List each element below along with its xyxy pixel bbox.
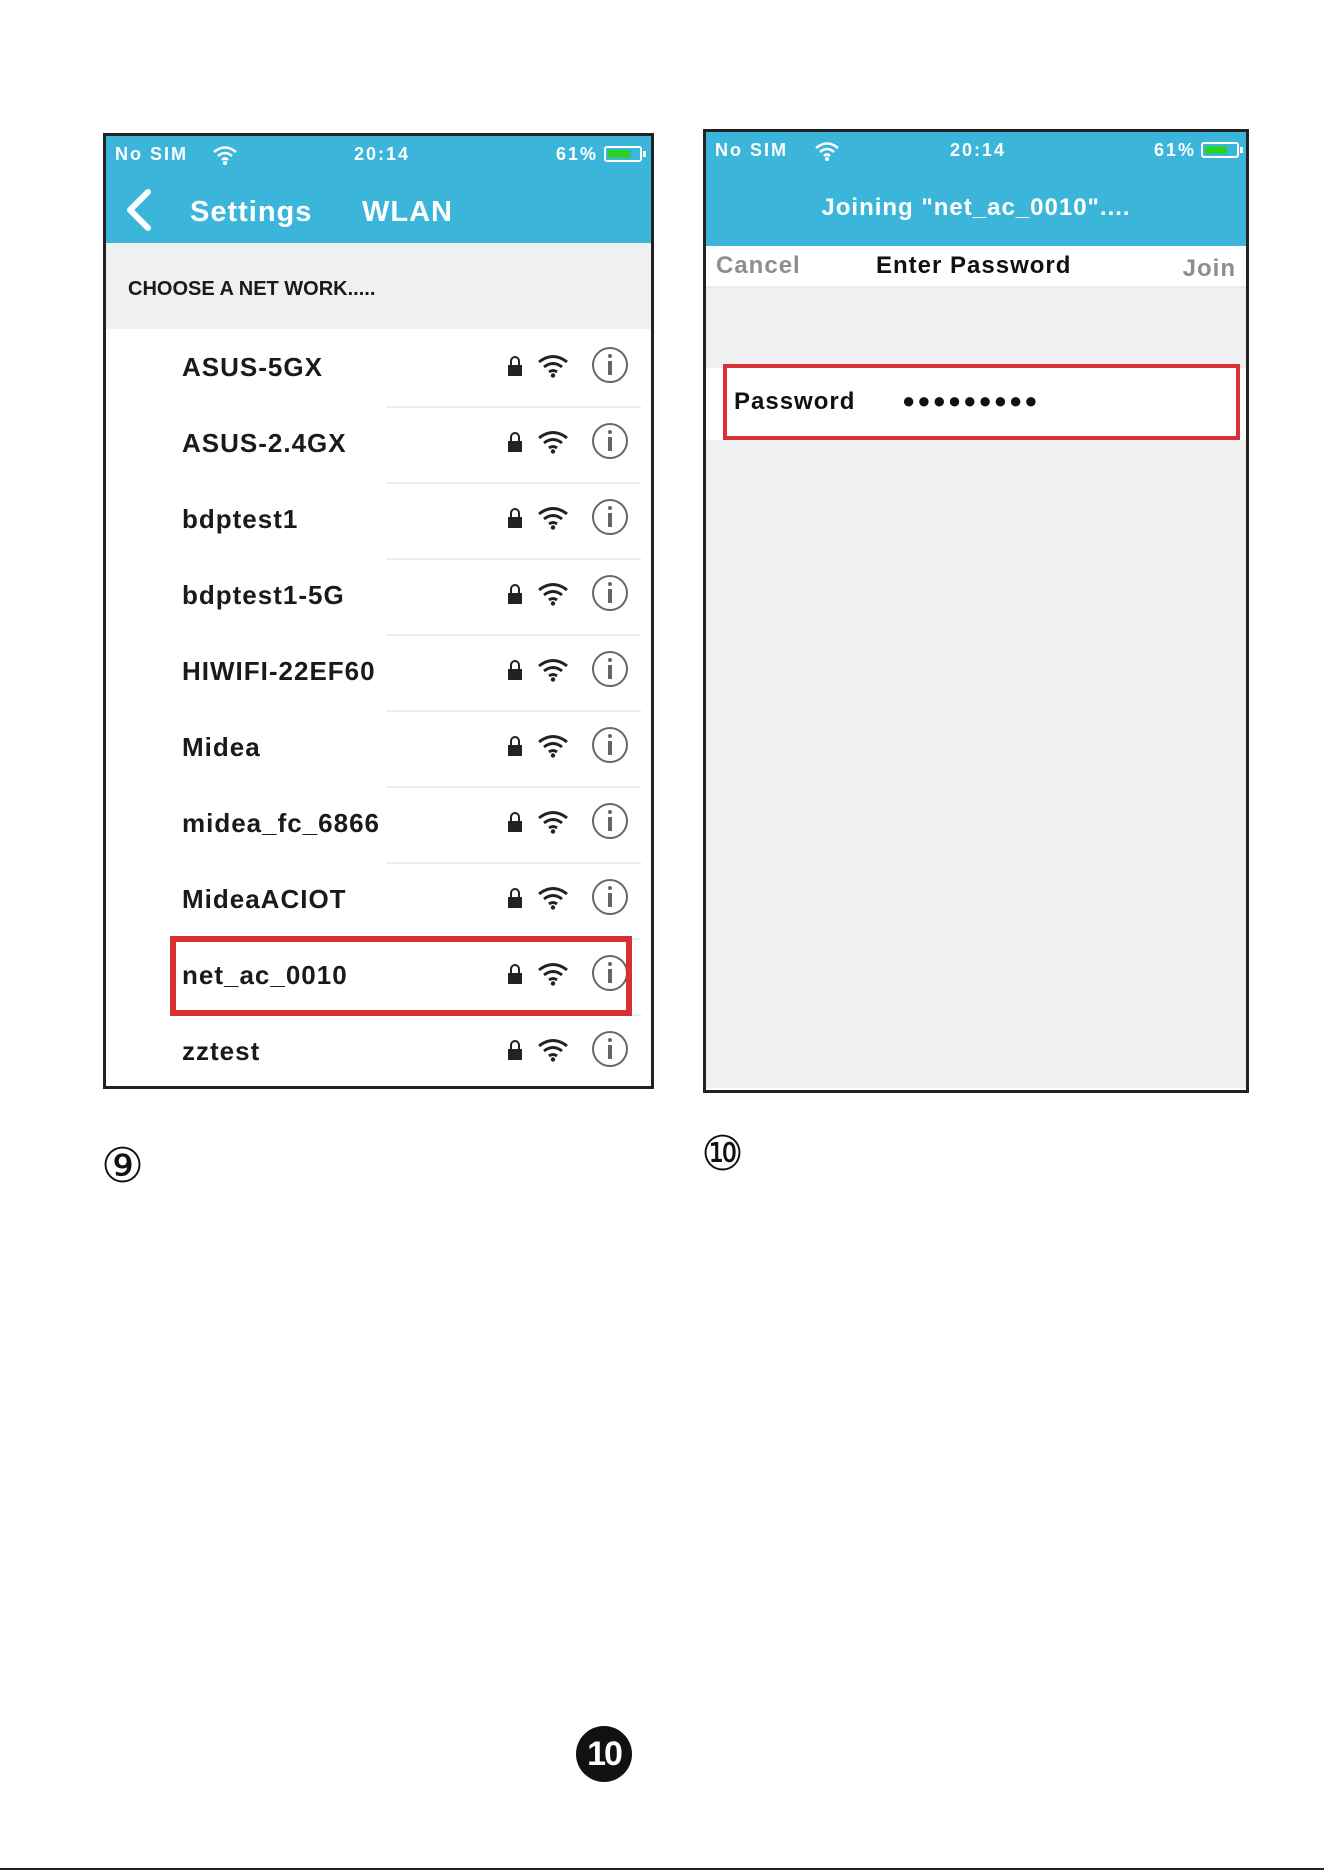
bottom-divider — [0, 1868, 1324, 1870]
network-name: midea_fc_6866 — [182, 808, 381, 838]
network-name: net_ac_0010 — [182, 960, 348, 990]
battery-icon — [1201, 142, 1239, 158]
network-row[interactable] — [106, 712, 651, 788]
carrier-label: No SIM — [115, 144, 188, 164]
lock-icon — [507, 1039, 523, 1061]
back-chevron-icon[interactable] — [124, 188, 154, 232]
battery-percent: 61% — [556, 144, 599, 164]
wifi-signal-icon — [537, 658, 569, 682]
password-highlight — [723, 364, 1240, 440]
info-icon[interactable] — [590, 573, 630, 613]
enter-password-screen — [703, 129, 1249, 1093]
network-row[interactable] — [106, 788, 651, 864]
password-label: Password — [734, 388, 856, 415]
network-row[interactable] — [106, 408, 651, 484]
status-bar — [706, 132, 1246, 172]
password-toolbar — [706, 246, 1246, 288]
wifi-signal-icon — [537, 354, 569, 378]
section-header: CHOOSE A NET WORK..... — [128, 278, 376, 300]
network-row[interactable] — [106, 484, 651, 560]
joining-title: Joining "net_ac_0010".... — [821, 194, 1131, 221]
status-bar — [106, 136, 651, 176]
network-name: ASUS-5GX — [182, 352, 323, 382]
selected-network-highlight — [170, 936, 632, 1016]
info-icon[interactable] — [590, 1029, 630, 1069]
step-number-10: ⑩ — [701, 1128, 745, 1181]
battery-percent: 61% — [1154, 140, 1197, 160]
password-input[interactable]: ●●●●●●●●● — [902, 388, 1040, 413]
battery-icon — [604, 146, 642, 162]
clock: 20:14 — [354, 144, 411, 164]
network-row[interactable] — [106, 560, 651, 636]
network-name: ASUS-2.4GX — [182, 428, 347, 458]
joining-header — [706, 172, 1246, 246]
network-row[interactable] — [106, 636, 651, 712]
wifi-signal-icon — [537, 886, 569, 910]
wifi-signal-icon — [537, 430, 569, 454]
network-name: bdptest1 — [182, 504, 299, 534]
lock-icon — [507, 811, 523, 833]
network-name: MideaACIOT — [182, 884, 347, 914]
wifi-signal-icon — [537, 810, 569, 834]
network-name: zztest — [182, 1036, 261, 1066]
wifi-signal-icon — [537, 582, 569, 606]
join-button[interactable]: Join — [1182, 255, 1236, 282]
network-row[interactable] — [106, 332, 651, 408]
lock-icon — [507, 507, 523, 529]
network-row[interactable] — [106, 864, 651, 940]
wlan-settings-screen — [103, 133, 654, 1089]
cancel-button[interactable]: Cancel — [716, 252, 801, 279]
info-icon[interactable] — [590, 877, 630, 917]
back-button-settings[interactable]: Settings — [190, 196, 313, 228]
lock-icon — [507, 583, 523, 605]
wifi-signal-icon — [537, 734, 569, 758]
page-number: 10 — [576, 1726, 632, 1782]
wifi-signal-icon — [537, 506, 569, 530]
lock-icon — [507, 887, 523, 909]
wifi-status-icon — [212, 144, 238, 166]
wifi-signal-icon — [537, 1038, 569, 1062]
wifi-status-icon — [814, 140, 840, 162]
step-number-9: ⑨ — [101, 1140, 145, 1193]
network-name: HIWIFI-22EF60 — [182, 656, 376, 686]
clock: 20:14 — [950, 140, 1007, 160]
lock-icon — [507, 735, 523, 757]
info-icon[interactable] — [590, 497, 630, 537]
carrier-label: No SIM — [715, 140, 788, 160]
lock-icon — [507, 431, 523, 453]
network-name: Midea — [182, 732, 261, 762]
info-icon[interactable] — [590, 649, 630, 689]
network-name: bdptest1-5G — [182, 580, 345, 610]
lock-icon — [507, 659, 523, 681]
info-icon[interactable] — [590, 421, 630, 461]
lock-icon — [507, 355, 523, 377]
info-icon[interactable] — [590, 801, 630, 841]
info-icon[interactable] — [590, 345, 630, 385]
info-icon[interactable] — [590, 725, 630, 765]
toolbar-title: Enter Password — [876, 252, 1072, 279]
network-row[interactable] — [106, 1016, 651, 1089]
nav-bar — [106, 176, 651, 243]
page-title: WLAN — [362, 196, 453, 228]
